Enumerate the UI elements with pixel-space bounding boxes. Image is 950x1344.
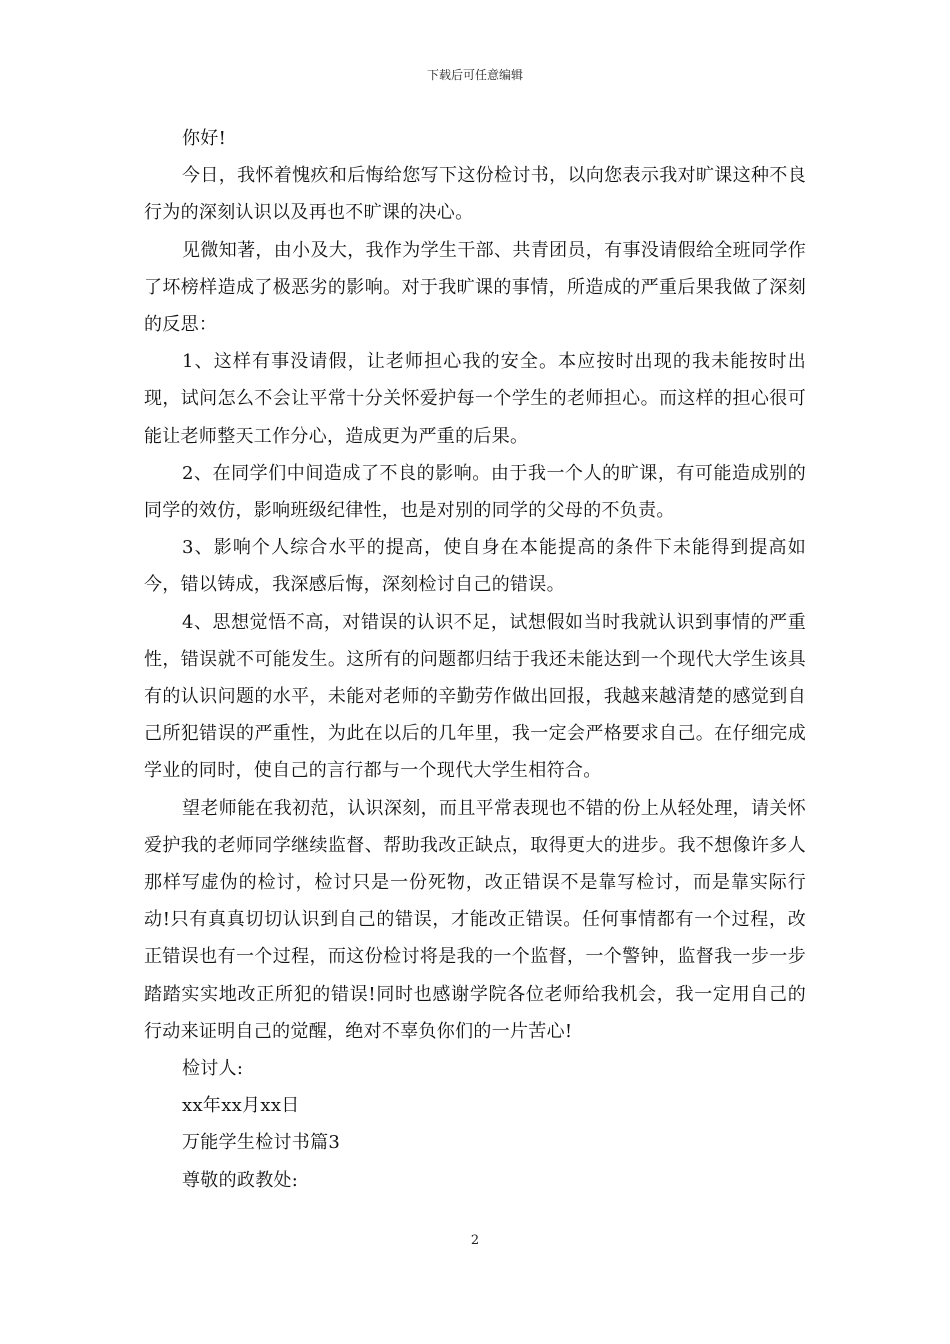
- section-title: 万能学生检讨书篇3: [182, 1132, 341, 1154]
- paragraph-point-1: 1、这样有事没请假，让老师担心我的安全。本应按时出现的我未能按时出现，试问怎么不会让平常十分关怀爱护每一个学生的老师担心。而这样的担心很可能让老师整天工作分心，造成更为严重的后果。: [144, 351, 806, 447]
- date-line: xx年xx月xx日: [182, 1095, 300, 1117]
- greeting: 你好!: [182, 128, 227, 149]
- signature-label: 检讨人:: [182, 1058, 244, 1080]
- paragraph-reflection: 见微知著，由小及大，我作为学生干部、共青团员，有事没请假给全班同学作了坏榜样造成了极恶劣的影响。对于我旷课的事情，所造成的严重后果我做了深刻的反思：: [144, 239, 806, 336]
- paragraph-point-2: 2、在同学们中间造成了不良的影响。由于我一个人的旷课，有可能造成别的同学的效仿，影响班级纪律性，也是对别的同学的父母的不负责。: [144, 462, 806, 522]
- document-body: [144, 120, 806, 1199]
- paragraph-point-3: 3、影响个人综合水平的提高，使自身在本能提高的条件下未能得到提高如今，错以铸成，我深感后悔，深刻检讨自己的错误。: [144, 537, 806, 596]
- salutation: 尊敬的政教处:: [182, 1169, 299, 1191]
- paragraph-intro: 今日，我怀着愧疚和后悔给您写下这份检讨书，以向您表示我对旷课这种不良行为的深刻认识以及再也不旷课的决心。: [144, 165, 806, 224]
- paragraph-point-4: 4、思想觉悟不高，对错误的认识不足，试想假如当时我就认识到事情的严重性，错误就不可能发生。这所有的问题都归结于我还未能达到一个现代大学生该具有的认识问题的水平，未能对老师的辛勤劳作做出回报，我越来越清楚的感觉到自己所犯错误的严重性，为此在以后的几年里，我一定会严格要求自己。在仔细完成学业的同时，使自己的言行都与一个现代大学生相符合。: [144, 611, 806, 782]
- page-number: 2: [470, 1233, 480, 1248]
- page-header-note: 下载后可任意编辑: [426, 68, 523, 82]
- paragraph-request: 望老师能在我初范，认识深刻，而且平常表现也不错的份上从轻处理，请关怀爱护我的老师同学继续监督、帮助我改正缺点，取得更大的进步。我不想像许多人那样写虚伪的检讨，检讨只是一份死物，改正错误不是靠写检讨，而是靠实际行动!只有真真切切认识到自己的错误，才能改正错误。任何事情都有一个过程，改正错误也有一个过程，而这份检讨将是我的一个监督，一个警钟，监督我一步一步踏踏实实地改正所犯的错误!同时也感谢学院各位老师给我机会，我一定用自己的行动来证明自己的觉醒，绝对不辜负你们的一片苦心!: [144, 797, 806, 1042]
